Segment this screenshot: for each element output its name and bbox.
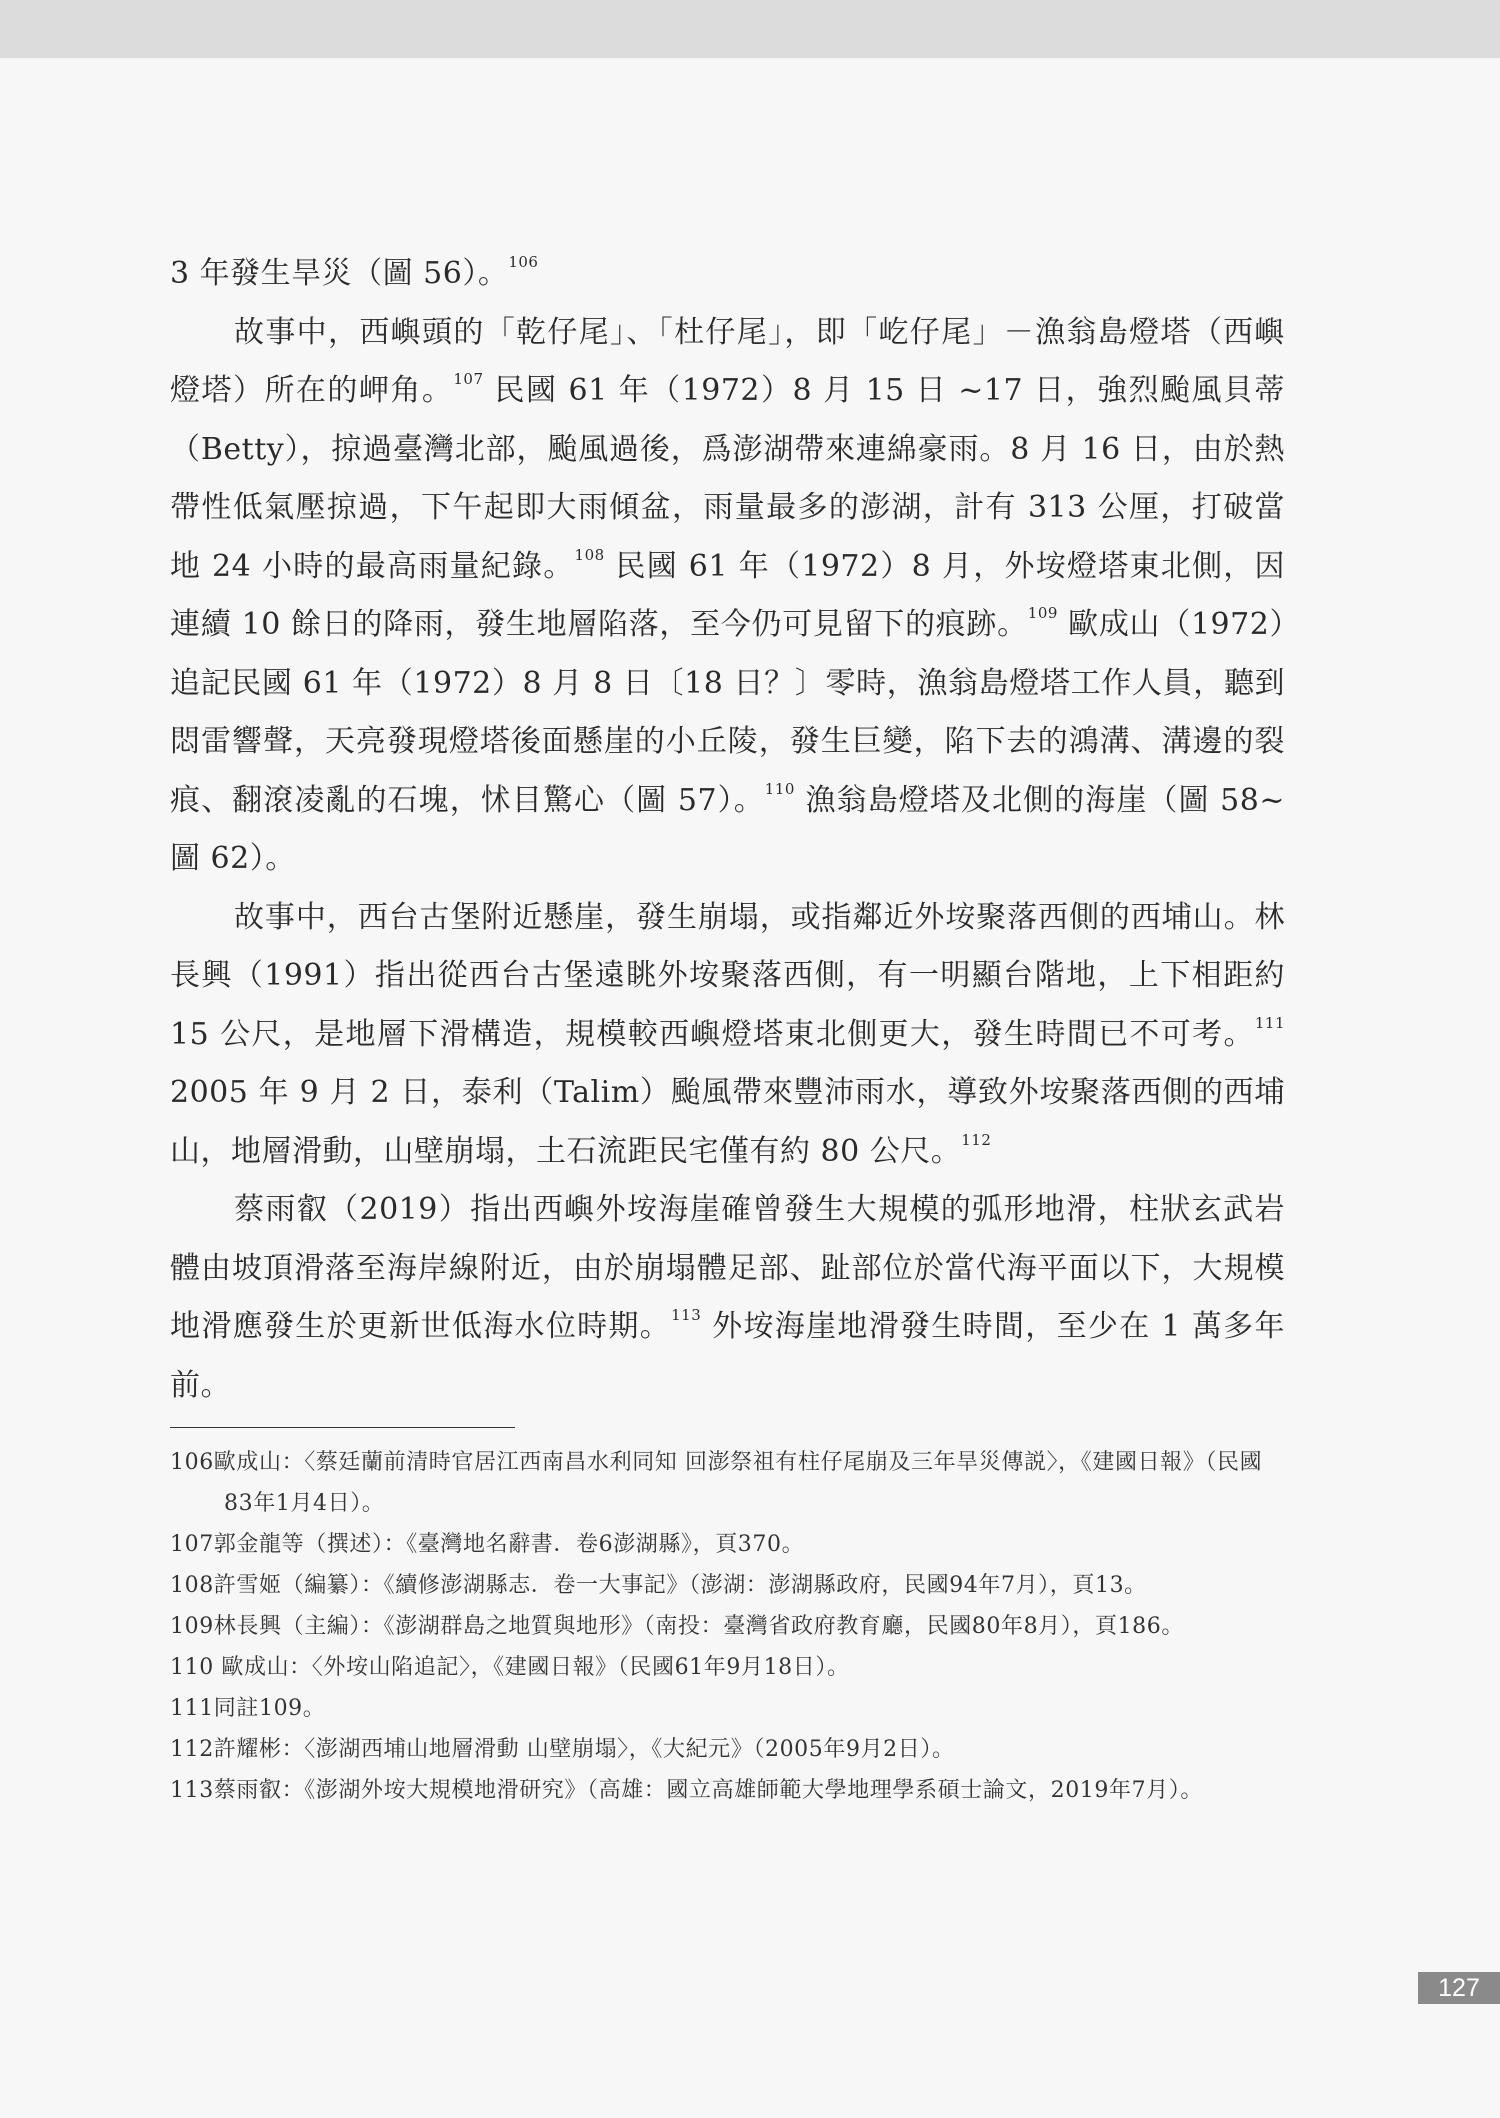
paragraph [170,304,1285,889]
footnote-ref[interactable]: 110 [764,779,795,798]
footnote-ref[interactable]: 107 [453,370,484,388]
paragraph-text: 故事中，西嶼頭的「乾仔尾」、「杜仔尾」，即「屹仔尾」－漁翁島燈塔（西嶼燈塔）所在的岬角。 [170,314,1285,408]
paragraph-text: 民國 61 年（1972）8 月 15 日 ~17 日，強烈颱風貝蒂（Betty），掠過臺灣北部，颱風過後，爲澎湖帶來連綿豪雨。8 月 16 日，由於熱帶性低氣壓掠過，下午起即大雨傾盆，雨量最多的澎湖，計有 313 公厘，打破當地 24 小時的最高雨量紀錄。 [170,373,1285,584]
footnote: 108許雪姬（編纂）：《續修澎湖縣志．卷一大事記》（澎湖：澎湖縣政府，民國94年7月），頁13。 [170,1573,1147,1598]
paragraph-text: 故事中，西台古堡附近懸崖，發生崩塌，或指鄰近外垵聚落西側的西埔山。林長興（1991）指出從西台古堡遠眺外垵聚落西側，有一明顯台階地，上下相距約 15 公尺，是地層下滑構造，規模較西嶼燈塔東北側更大，發生時間已不可考。 [170,899,1285,1052]
paragraph [170,245,1285,304]
footnote: 113蔡雨叡：《澎湖外垵大規模地滑研究》（高雄：國立高雄師範大學地理學系碩士論文，2019年7月）。 [170,1778,1203,1803]
paragraph-text: 2005 年 9 月 2 日，泰利（Talim）颱風帶來豐沛雨水，導致外垵聚落西側的西埔山，地層滑動，山壁崩塌，土石流距民宅僅有約 80 公尺。 [170,1075,1285,1169]
footnotes [170,1442,1285,1811]
footnote-divider [170,1427,515,1428]
footnote: 109林長興（主編）：《澎湖群島之地質與地形》（南投：臺灣省政府教育廳，民國80年8月），頁186。 [170,1614,1184,1639]
footnote-ref[interactable]: 106 [508,253,539,271]
paragraph [170,1181,1285,1415]
paragraph [170,889,1285,1182]
scan-top-band [0,0,1500,58]
footnote: 111同註109。 [170,1696,326,1721]
paragraph-text: 外垵海崖地滑發生時間，至少在 1 萬多年前。 [170,1309,1286,1403]
footnote-ref[interactable]: 111 [1254,1013,1285,1032]
paragraph-text: 歐成山（1972）追記民國 61 年（1972）8 月 8 日〔18 日？〕零時，漁翁島燈塔工作人員，聽到悶雷響聲，天亮發現燈塔後面懸崖的小丘陵，發生巨變，陷下去的鴻溝、溝邊的裂痕、翻滾凌亂的石塊，怵目驚心（圖 57）。 [170,607,1285,818]
paragraph-text: 蔡雨叡（2019）指出西嶼外垵海崖確曾發生大規模的弧形地滑，柱狀玄武岩體由坡頂滑落至海岸線附近，由於崩塌體足部、趾部位於當代海平面以下，大規模地滑應發生於更新世低海水位時期。 [170,1192,1285,1344]
footnote-ref[interactable]: 109 [1027,604,1058,622]
footnote-ref[interactable]: 112 [961,1130,992,1149]
footnote: 107郭金龍等（撰述）：《臺灣地名辭書．卷6澎湖縣》，頁370。 [170,1532,805,1557]
footnote-ref[interactable]: 108 [574,545,605,564]
paragraph-text: 漁翁島燈塔及北側的海崖（圖 58~ 圖 62）。 [170,782,1285,876]
page-number: 127 [1418,1972,1500,2004]
footnote: 112許耀彬：〈澎湖西埔山地層滑動 山壁崩塌〉，《大紀元》（2005年9月2日）。 [170,1737,955,1762]
paragraph-text: 民國 61 年（1972）8 月，外垵燈塔東北側，因連續 10 餘日的降雨，發生地層陷落，至今仍可見留下的痕跡。 [170,548,1285,642]
body-text [170,245,1285,1415]
footnote: 106歐成山：〈蔡廷蘭前清時官居江西南昌水利同知 回澎祭祖有柱仔尾崩及三年旱災傳説〉，《建國日報》（民國83年1月4日）。 [170,1450,1263,1516]
paragraph-text: 3 年發生旱災（圖 56）。 [170,256,509,291]
footnote-ref[interactable]: 113 [671,1306,702,1324]
footnote: 110 歐成山：〈外垵山陷追記〉，《建國日報》（民國61年9月18日）。 [170,1655,850,1680]
